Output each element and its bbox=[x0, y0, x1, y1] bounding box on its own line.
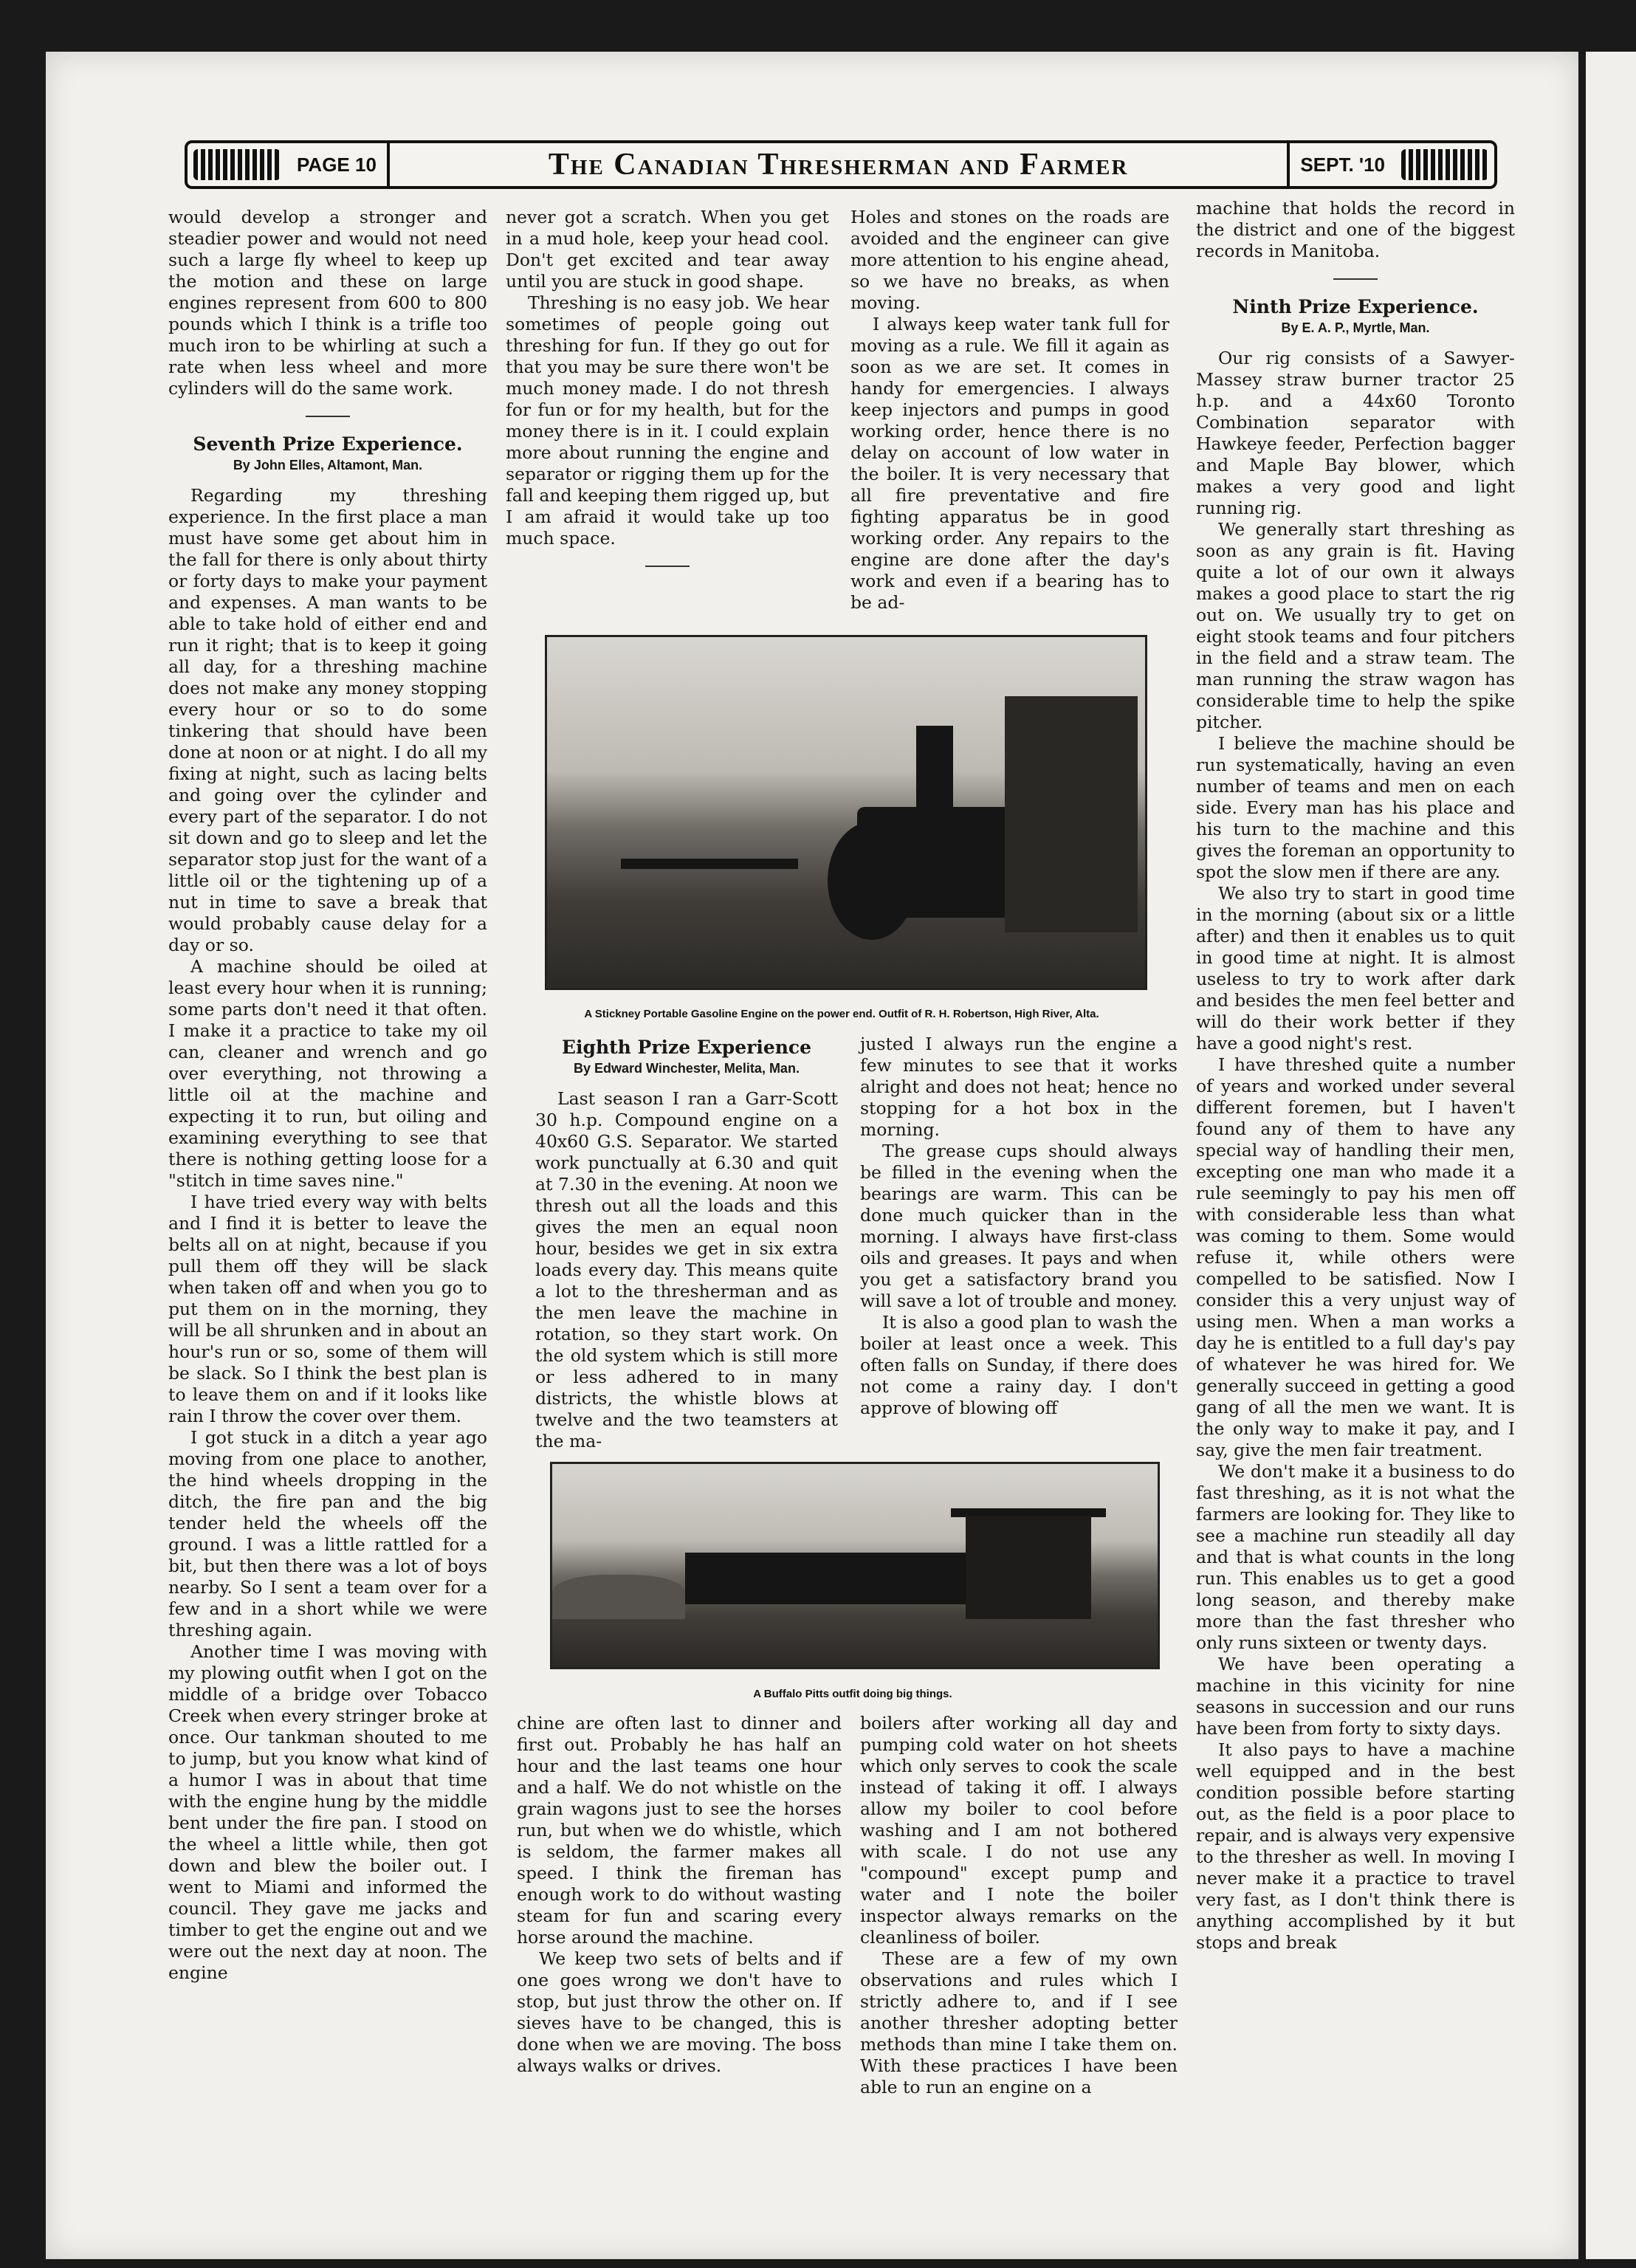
column-3-top bbox=[850, 207, 1169, 614]
paragraph: I have tried every way with belts and I find it is better to leave the belts all on at night, because if you pull them off they will be slack when taken off and when you go to put them on in the morning, they will be all shrunken and in about an hour's run or so, some of them will be slack. So I think the best plan is to leave them on and if it looks like rain I throw the cover over them. bbox=[168, 1192, 487, 1426]
column-2-top bbox=[506, 207, 829, 583]
paragraph: We have been operating a machine in this vicinity for nine seasons in succession and our runs have been from forty to sixty days. bbox=[1196, 1654, 1515, 1739]
masthead-title: The Canadian Thresherman and Farmer bbox=[548, 148, 1129, 182]
paragraph: These are a few of my own observations and rules which I strictly adhere to, and if I see another thresher adopting better methods than mine I take them on. With these practices I have been able to run an engine on a bbox=[860, 1948, 1178, 2097]
paragraph: We keep two sets of belts and if one goes wrong we don't have to stop, but just throw the other on. If sieves have to be changed, this is done when we are moving. The boss always walks or drives. bbox=[517, 1948, 842, 2076]
photo-stickney-engine bbox=[545, 635, 1147, 990]
photo-caption: A Buffalo Pitts outfit doing big things. bbox=[753, 1688, 952, 1700]
section-heading: Seventh Prize Experience. bbox=[193, 433, 463, 455]
column-3-mid bbox=[860, 1034, 1178, 1419]
paragraph: never got a scratch. When you get in a mud hole, keep your head cool. Don't get excited and tear away until you are stuck in good shape. bbox=[506, 207, 829, 292]
paragraph: boilers after working all day and pumping cold water on hot sheets which only serves to cook the scale instead of taking it off. I always allow my boiler to cool before washing and I am not bothered with scale. I do not use any "compound" except pump and water and I note the boiler inspector always remarks on the cleanliness of boiler. bbox=[860, 1713, 1178, 1948]
page-number: PAGE 10 bbox=[286, 143, 390, 186]
paragraph: We also try to start in good time in the morning (about six or a little after) and then it enables us to quit in good time at night. It is almost useless to try to work after dark and besides the men feel better and will do their work better if they have a good night's rest. bbox=[1196, 883, 1515, 1054]
section-divider bbox=[1333, 278, 1378, 280]
page-header bbox=[185, 140, 1497, 189]
paragraph: machine that holds the record in the district and one of the biggest records in Manitoba. bbox=[1196, 198, 1515, 261]
byline: By E. A. P., Myrtle, Man. bbox=[1281, 320, 1430, 335]
section-heading: Eighth Prize Experience bbox=[561, 1037, 812, 1058]
paragraph: Last season I ran a Garr-Scott 30 h.p. Compound engine on a 40x60 G.S. Separator. We started work punctually at 6.30 and quit at 7.30 in the evening. At noon we thresh out all the loads and this gives the men an equal noon hour, besides we get in six extra loads every day. This means quite a lot to the thresherman and as the men leave the machine in rotation, so they start work. On the old system which is still more or less adhered to in many districts, the whistle blows at twelve and the two teamsters at the ma- bbox=[535, 1088, 838, 1451]
paragraph: I always keep water tank full for moving as a rule. We fill it again as soon as we are set. It comes in handy for emergencies. I always keep injectors and pumps in good working order, hence there is no delay on account of low water in the boiler. It is very necessary that all fire preventative and fire fighting apparatus be in good working order. Any repairs to the engine are done after the day's work and even if a bearing has to be ad- bbox=[850, 314, 1169, 613]
paragraph: I got stuck in a ditch a year ago moving from one place to another, the hind wheels dropping in the ditch, the fire pan and the big tender held the wheels off the ground. I was a little rattled for a bit, but then there was a lot of boys nearby. So I sent a team over for a few and in a short while we were threshing again. bbox=[168, 1427, 487, 1640]
column-4 bbox=[1196, 198, 1515, 1953]
adjacent-page-edge bbox=[1586, 52, 1636, 2259]
header-ornament-right-icon bbox=[1401, 149, 1488, 180]
column-2-mid bbox=[535, 1034, 838, 1452]
paragraph: I believe the machine should be run systematically, having an even number of teams and men on each side. Every man has his place and his turn to the machine and this gives the foreman an opportunity to spot the slow men if there are any. bbox=[1196, 733, 1515, 882]
column-3-bottom bbox=[860, 1713, 1178, 2098]
column-2-bottom bbox=[517, 1713, 842, 2077]
paragraph: justed I always run the engine a few minutes to see that it works alright and does not heat; hence no stopping for a hot box in the morning. bbox=[860, 1034, 1178, 1140]
paragraph: would develop a stronger and steadier power and would not need such a large fly wheel to keep up the motion and these on large engines represent from 600 to 800 pounds which I think is a trifle too much iron to be whirling at such a rate when less wheel and more cylinders will do the same work. bbox=[168, 207, 487, 399]
paragraph: We generally start threshing as soon as any grain is fit. Having quite a lot of our own it always makes a good place to start the rig out on. We usually try to get on eight stook teams and four pitchers in the field and a straw team. The man running the straw wagon has considerable time to help the spike pitcher. bbox=[1196, 519, 1515, 732]
photo-buffalo-pitts-outfit bbox=[550, 1462, 1160, 1669]
paragraph: It also pays to have a machine well equipped and in the best condition possible before starting out, as the field is a poor place to repair, and is always very expensive to the thresher as well. In moving I never make it a practice to travel very fast, as I don't think there is anything accomplished by it but stops and break bbox=[1196, 1739, 1515, 1953]
paragraph: Threshing is no easy job. We hear sometimes of people going out threshing for fun. If they go out for that you may be sure there won't be much money made. I do not thresh for fun or for my health, but for the money there is in it. I could explain more about running the engine and separator or rigging them up for the fall and keeping them rigged up, but I am afraid it would take up too much space. bbox=[506, 292, 829, 549]
paragraph: chine are often last to dinner and first out. Probably he has half an hour and the last teams one hour and a half. We do not whistle on the grain wagons just to see the horses run, but when we do whistle, which is seldom, the farmer makes all speed. I think the fireman has enough work to do without wasting steam for fun and scaring every horse around the machine. bbox=[517, 1713, 842, 1948]
paragraph: We don't make it a business to do fast threshing, as it is not what the farmers are looking for. They like to see a machine run steadily all day and that is what counts in the long run. This enables us to get a good long season, and thereby make more than the fast thresher who only runs sixteen or twenty days. bbox=[1196, 1461, 1515, 1653]
byline: By Edward Winchester, Melita, Man. bbox=[574, 1061, 800, 1076]
photo-caption: A Stickney Portable Gasoline Engine on the power end. Outfit of R. H. Robertson, High River, Alta. bbox=[584, 1008, 1099, 1020]
paragraph: Our rig consists of a Sawyer-Massey straw burner tractor 25 h.p. and a 44x60 Toronto Combination separator with Hawkeye feeder, Perfection bagger and Maple Bay blower, which makes a very good and light running rig. bbox=[1196, 348, 1515, 518]
issue-date: SEPT. '10 bbox=[1287, 143, 1395, 186]
paragraph: I have threshed quite a number of years and worked under several different foremen, but I haven't found any of them to have any special way of handling their men, excepting one man who made it a rule seemingly to pay his men off with considerable less than what was coming to them. Some would refuse it, while others were compelled to be satisfied. Now I consider this a very unjust way of using men. When a man works a day he is entitled to a full day's pay of whatever he was hired for. We generally succeed in getting a good gang of all the men we want. It is the only way to make it pay, and I say, give the men fair treatment. bbox=[1196, 1054, 1515, 1460]
paragraph: Another time I was moving with my plowing outfit when I got on the middle of a bridge over Tobacco Creek when every stringer broke at once. Our tankman shouted to me to jump, but you know what kind of a humor I was in about that time with the engine hung by the middle bent under the fire pan. I stood on the wheel a little while, then got down and blew the boiler out. I went to Miami and informed the council. They gave me jacks and timber to get the engine out and we were out the next day at noon. The engine bbox=[168, 1641, 487, 1983]
paragraph: It is also a good plan to wash the boiler at least once a week. This often falls on Sunday, if there does not come a rainy day. I don't approve of blowing off bbox=[860, 1312, 1178, 1418]
section-divider bbox=[645, 566, 690, 567]
paragraph: A machine should be oiled at least every hour when it is running; some parts don't need it that often. I make it a practice to take my oil can, cleaner and wrench and go over everything, not throwing a little oil at the machine and expecting it to run, but oiling and examining everything to see that there is nothing getting loose for a "stitch in time saves nine." bbox=[168, 956, 487, 1191]
byline: By John Elles, Altamont, Man. bbox=[233, 458, 423, 472]
paragraph: The grease cups should always be filled in the evening when the bearings are warm. This can be done much quicker than in the morning. I always have first-class oils and greases. It pays and when you get a satisfactory brand you will save a lot of trouble and money. bbox=[860, 1141, 1178, 1311]
section-heading: Ninth Prize Experience. bbox=[1232, 296, 1479, 317]
column-1 bbox=[168, 207, 487, 1984]
section-divider bbox=[306, 416, 350, 417]
paragraph: Regarding my threshing experience. In the first place a man must have some get about him in the fall for there is only about thirty or forty days to make your payment and expenses. A man wants to be able to take hold of either end and run it right; that is to keep it going all day, for a threshing machine does not make any money stopping every hour or so to do some tinkering that should have been done at noon or at night. I do all my fixing at night, such as lacing belts and going over the cylinder and every part of the separator. I do not sit down and go to sleep and let the separator stop just for the want of a little oil or the tightening up of a nut in time to save a break that would probably cause delay for a day or so. bbox=[168, 485, 487, 955]
paragraph: Holes and stones on the roads are avoided and the engineer can give more attention to his engine ahead, so we have no breaks, as when moving. bbox=[850, 207, 1169, 313]
header-ornament-left-icon bbox=[193, 149, 281, 180]
